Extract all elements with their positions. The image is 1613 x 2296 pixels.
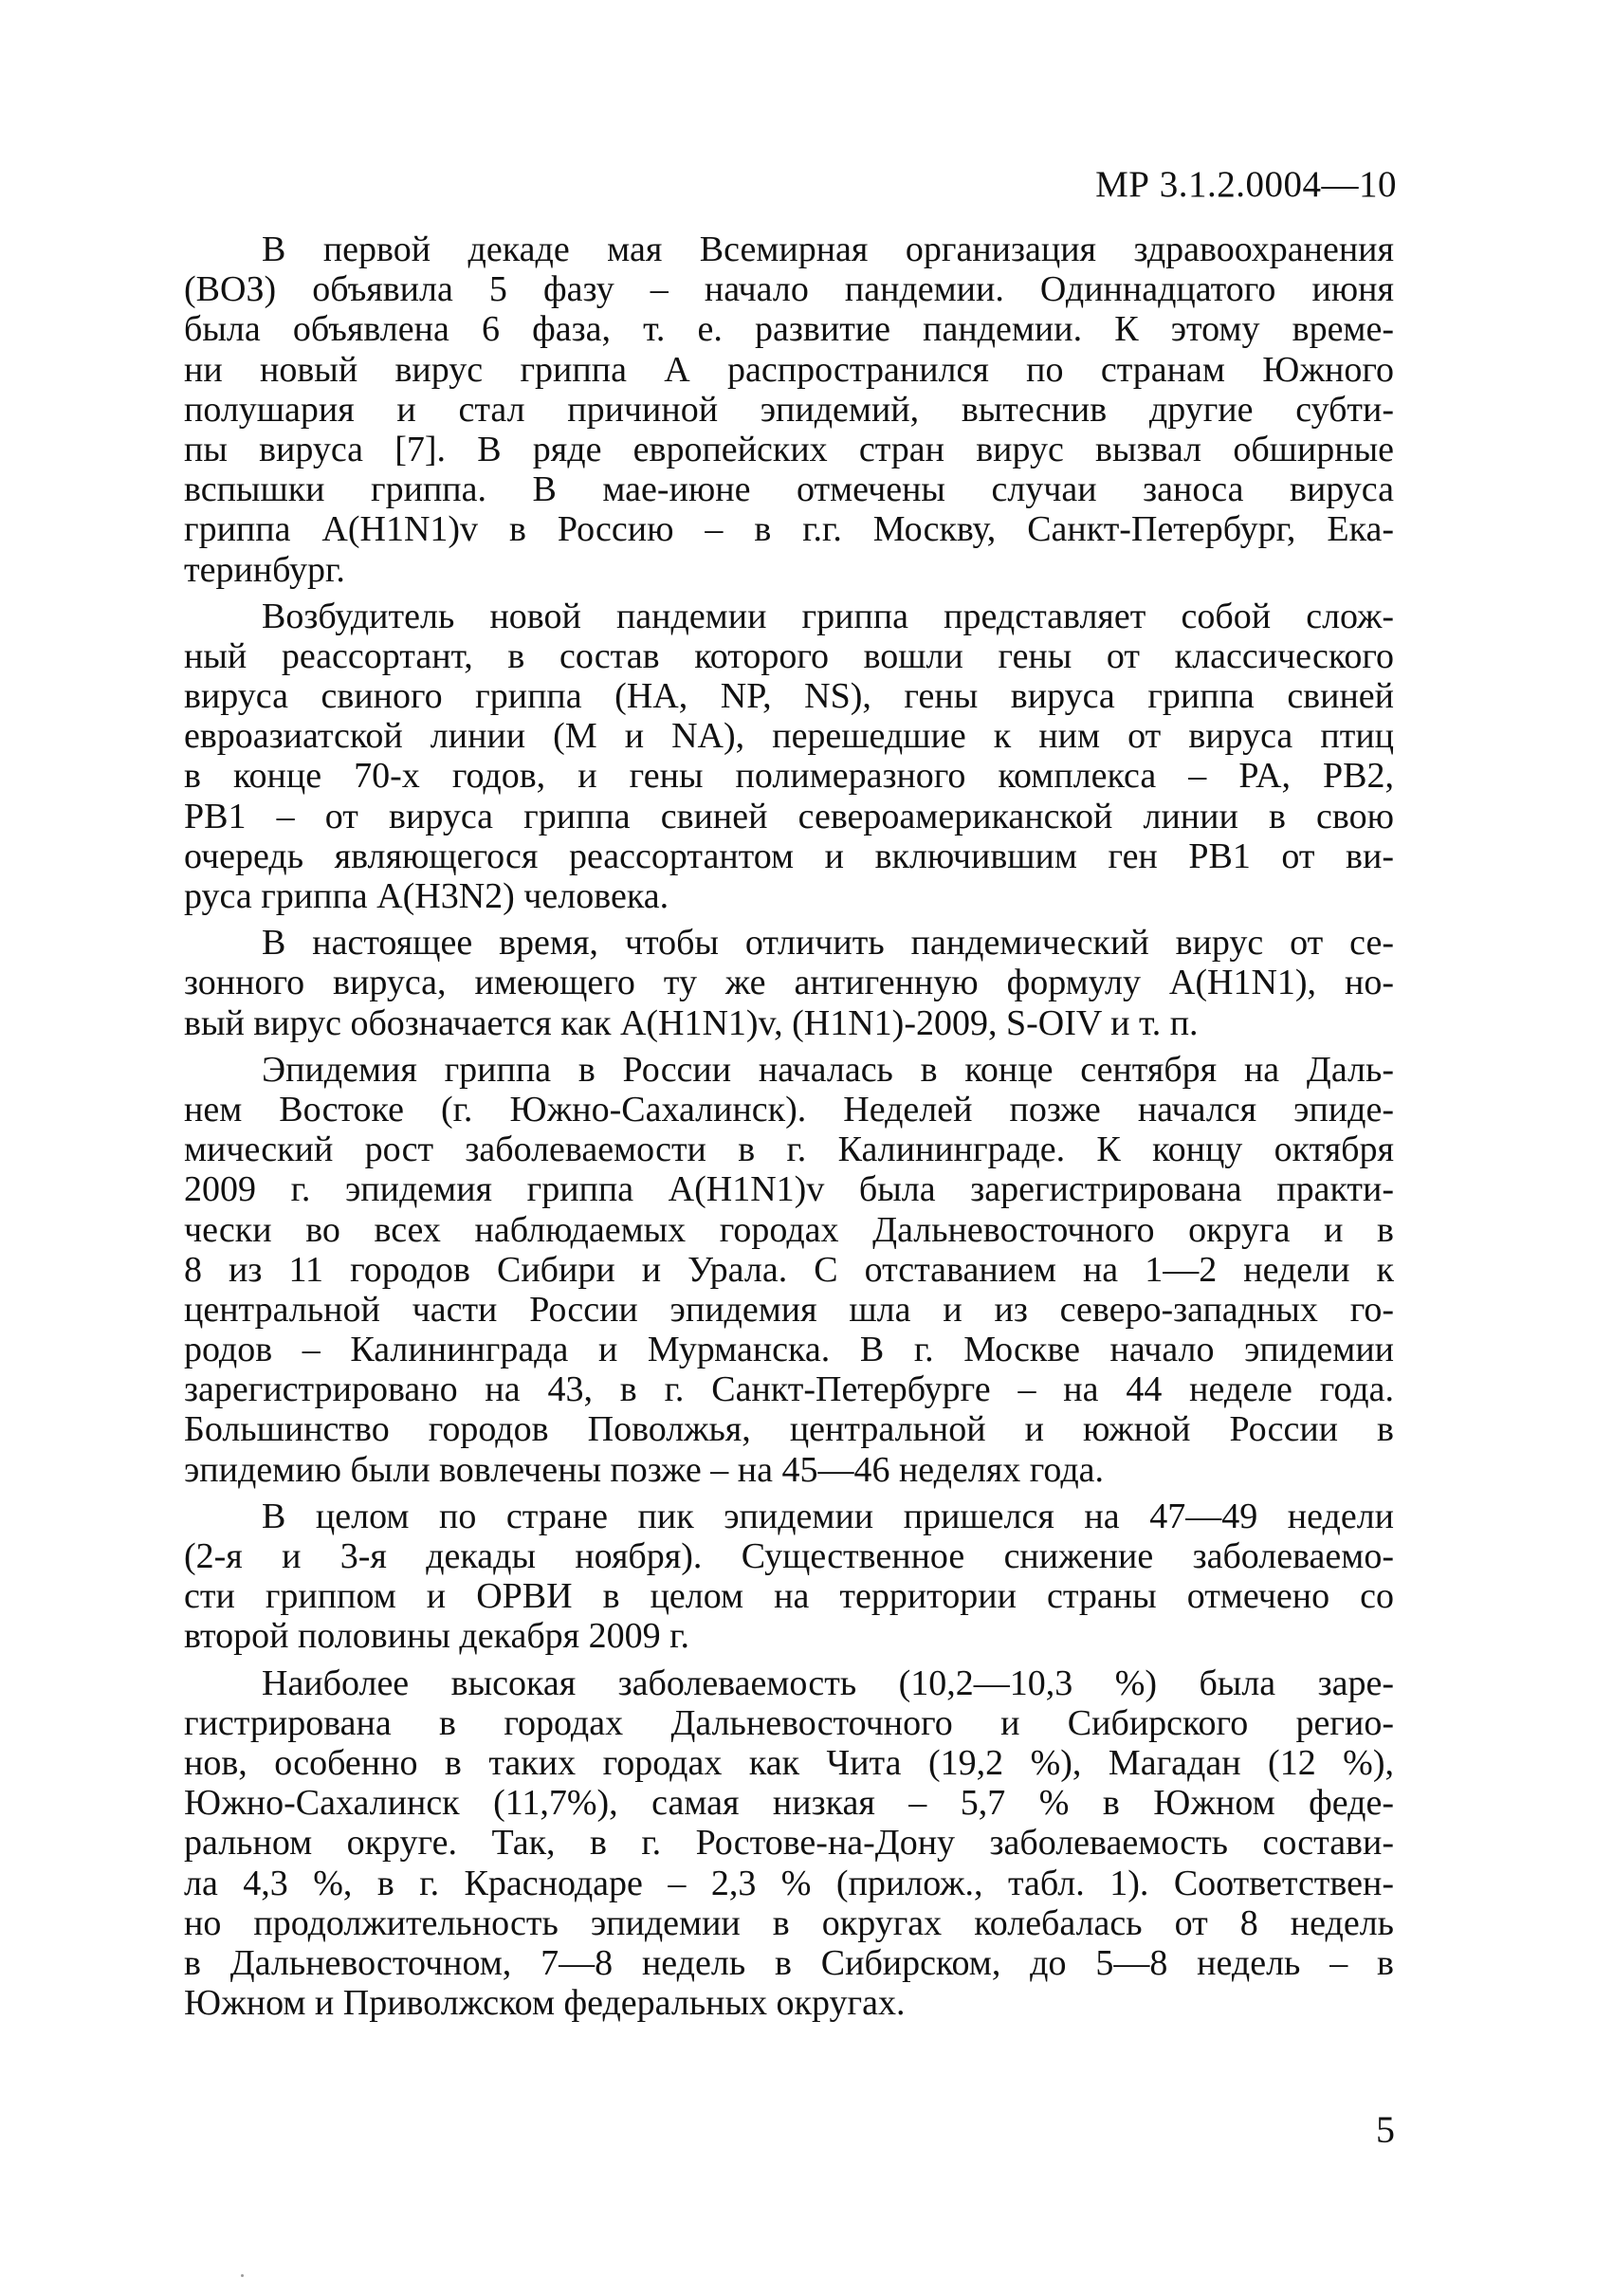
text-line: вируса свиного гриппа (HA, NP, NS), гены вируса гриппа свиней [184,676,1394,717]
page-number: 5 [1376,2108,1395,2151]
text-line: нем Востоке (г. Южно-Сахалинск). Неделей позже начался эпиде- [184,1089,1394,1130]
text-line: пы вируса [7]. В ряде европейских стран вирус вызвал обширные [184,429,1394,469]
text-line: теринбург. [184,549,345,590]
text-line: эпидемию были вовлечены позже – на 45—46 неделях года. [184,1449,1105,1490]
text-line: ральном округе. Так, в г. Ростове-на-Дону заболеваемость состави- [184,1823,1394,1864]
paragraph [184,1497,1394,1657]
text-line: ни новый вирус гриппа А распространился по странам Южного [184,349,1394,390]
text-line: гриппа A(H1N1)v в Россию – в г.г. Москву, Санкт-Петербург, Ека- [184,509,1394,550]
scan-speck [241,2274,244,2277]
text-line: была объявлена 6 фаза, т. е. развитие пандемии. К этому време- [184,309,1394,350]
text-line: мический рост заболеваемости в г. Калининграде. К концу октября [184,1130,1394,1170]
text-line: второй половины декабря 2009 г. [184,1616,689,1657]
text-line: Возбудитель новой пандемии гриппа представляет собой слож- [262,596,1394,636]
text-line: ный реассортант, в состав которого вошли гены от классического [184,635,1394,676]
text-line: Эпидемия гриппа в России началась в конце сентября на Даль- [262,1049,1394,1090]
text-line: руса гриппа A(H3N2) человека. [184,876,669,916]
paragraph [184,1663,1394,2024]
body-text [184,230,1394,2030]
paragraph [184,597,1394,917]
text-line: чески во всех наблюдаемых городах Дальневосточного округа и в [184,1209,1394,1250]
text-line: сти гриппом и ОРВИ в целом на территории страны отмечено со [184,1576,1394,1617]
text-line: 2009 г. эпидемия гриппа A(H1N1)v была зарегистрирована практи- [184,1169,1394,1210]
paragraph [184,923,1394,1043]
text-line: но продолжительность эпидемии в округах колебалась от 8 недель [184,1902,1394,1943]
text-line: в конце 70-х годов, и гены полимеразного комплекса – PA, PB2, [184,756,1394,797]
text-line: евроазиатской линии (M и NA), перешедшие к ним от вируса птиц [184,716,1394,757]
text-line: зонного вируса, имеющего ту же антигенную формулу A(H1N1), но- [184,963,1394,1003]
text-line: в Дальневосточном, 7—8 недель в Сибирском, до 5—8 недель – в [184,1942,1394,1983]
text-line: PB1 – от вируса гриппа свиней североамериканской линии в свою [184,796,1394,836]
text-line: вый вирус обозначается как A(H1N1)v, (H1N1)-2009, S-OIV и т. п. [184,1002,1199,1043]
paragraph [184,230,1394,590]
text-line: В первой декаде мая Всемирная организация здравоохранения [262,230,1394,269]
text-line: зарегистрировано на 43, в г. Санкт-Петербурге – на 44 неделе года. [184,1369,1394,1410]
text-line: (ВОЗ) объявила 5 фазу – начало пандемии. Одиннадцатого июня [184,269,1394,310]
paragraph [184,1050,1394,1490]
text-line: Наиболее высокая заболеваемость (10,2—10,3 %) была заре- [262,1662,1394,1703]
text-line: нов, особенно в таких городах как Чита (19,2 %), Магадан (12 %), [184,1742,1394,1783]
text-line: очередь являющегося реассортантом и включившим ген PB1 от ви- [184,836,1394,876]
text-line: В настоящее время, чтобы отличить пандемический вирус от се- [262,923,1394,964]
text-line: родов – Калининграда и Мурманска. В г. Москве начало эпидемии [184,1330,1394,1370]
text-line: вспышки гриппа. В мае-июне отмечены случаи заноса вируса [184,469,1394,510]
text-line: Южно-Сахалинск (11,7%), самая низкая – 5,7 % в Южном феде- [184,1783,1394,1824]
document-code: МР 3.1.2.0004—10 [1095,164,1397,205]
text-line: полушария и стал причиной эпидемий, вытеснив другие субти- [184,389,1394,430]
text-line: центральной части России эпидемия шла и из северо-западных го- [184,1289,1394,1330]
text-line: 8 из 11 городов Сибири и Урала. С отставанием на 1—2 недели к [184,1249,1394,1290]
text-line: гистрирована в городах Дальневосточного и Сибирского регио- [184,1702,1394,1743]
text-line: В целом по стране пик эпидемии пришелся на 47—49 недели [262,1496,1394,1536]
text-line: ла 4,3 %, в г. Краснодаре – 2,3 % (прилож., табл. 1). Соответствен- [184,1863,1394,1903]
text-line: Южном и Приволжском федеральных округах. [184,1983,906,2024]
text-line: (2-я и 3-я декады ноября). Существенное снижение заболеваемо- [184,1536,1394,1576]
text-line: Большинство городов Поволжья, центральной и южной России в [184,1409,1394,1450]
